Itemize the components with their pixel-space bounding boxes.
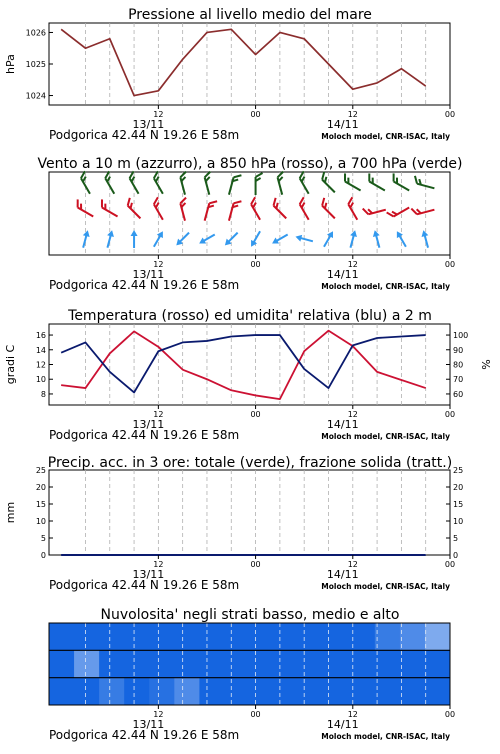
wind-barb: [131, 230, 138, 248]
time-tick-label: 12: [153, 710, 164, 719]
wind-arrowhead: [197, 237, 206, 246]
panel-title: Temperatura (rosso) ed umidita' relativa (blu) a 2 m: [68, 308, 432, 324]
wind-barb-flag: [256, 173, 263, 177]
date-label: 13/11: [132, 718, 165, 731]
pressure-axis-tick-label: 1025: [25, 60, 46, 69]
model-credit: Moloch model, CNR-ISAC, Italy: [321, 582, 450, 591]
humidity-axis-tick-label: 90: [453, 345, 464, 355]
precip-axis-tick-label: 10: [35, 517, 46, 526]
wind-barb: [411, 203, 434, 215]
time-tick-label: 12: [153, 410, 164, 419]
time-tick-label: 12: [347, 710, 358, 719]
wind-barb: [103, 171, 120, 194]
date-label: 13/11: [132, 268, 165, 281]
wind-barb-flag: [413, 176, 419, 184]
wind-arrowhead: [420, 229, 428, 237]
humidity-axis-tick-label: 80: [453, 360, 464, 370]
temperature-ylabel: gradi C: [4, 344, 17, 385]
humidity-ylabel: %: [480, 359, 493, 370]
location-label: Podgorica 42.44 N 19.26 E 58m: [49, 578, 240, 592]
date-label: 14/11: [326, 568, 359, 581]
cloud-cell: [174, 678, 199, 705]
wind-shaft: [205, 203, 210, 220]
cloud-cell: [400, 623, 425, 650]
wind-barb-flag: [234, 173, 242, 179]
wind-barb: [229, 173, 241, 196]
wind-barb: [152, 171, 169, 194]
pressure-line: [61, 29, 426, 95]
model-credit: Moloch model, CNR-ISAC, Italy: [321, 282, 450, 291]
wind-barb-flag: [179, 198, 187, 204]
temperature-axis-tick-label: 10: [35, 375, 46, 385]
panel-title: Precip. acc. in 3 ore: totale (verde), frazione solida (tratt.): [47, 455, 453, 471]
time-tick-label: 12: [347, 260, 358, 269]
time-tick-label: 00: [250, 260, 261, 269]
location-label: Podgorica 42.44 N 19.26 E 58m: [49, 428, 240, 442]
temperature-axis-tick-label: 14: [35, 345, 46, 355]
time-tick-label: 12: [347, 110, 358, 119]
wind-arrowhead: [295, 233, 303, 241]
wind-barb: [298, 197, 315, 220]
wind-barb: [298, 171, 315, 194]
time-tick-label: 12: [347, 410, 358, 419]
cloud-cell: [375, 623, 400, 650]
panel-title: Pressione al livello medio del mare: [128, 7, 372, 23]
wind-barb-flag: [411, 208, 417, 216]
time-tick-label: 00: [250, 710, 261, 719]
precip-ylabel: mm: [4, 501, 17, 524]
precip-axis-right-tick-label: 15: [453, 500, 464, 509]
wind-barb: [363, 203, 386, 215]
time-tick-label: 00: [444, 110, 456, 119]
wind-barb-flag: [363, 208, 369, 216]
precip-axis-tick-label: 0: [40, 551, 46, 560]
time-tick-label: 00: [444, 410, 456, 419]
precip-axis-tick-label: 15: [35, 500, 46, 509]
cloud-cell: [425, 623, 450, 650]
date-label: 14/11: [326, 418, 359, 431]
temperature-axis-tick-label: 12: [35, 360, 46, 370]
time-tick-label: 12: [153, 560, 164, 569]
model-credit: Moloch model, CNR-ISAC, Italy: [321, 132, 450, 141]
time-tick-label: 00: [250, 410, 261, 419]
wind-barb: [205, 199, 217, 222]
date-label: 13/11: [132, 418, 165, 431]
cloud-cell: [99, 678, 124, 705]
precip-axis-right-tick-label: 0: [453, 551, 459, 560]
wind-barb: [204, 172, 216, 195]
location-label: Podgorica 42.44 N 19.26 E 58m: [49, 728, 240, 742]
humidity-axis-tick-label: 100: [453, 331, 469, 341]
precip-axis-tick-label: 25: [35, 466, 46, 475]
wind-barb-flag: [209, 199, 217, 205]
date-label: 14/11: [326, 118, 359, 131]
precip-axis-right-tick-label: 5: [453, 534, 459, 543]
date-label: 14/11: [326, 268, 359, 281]
wind-barb: [387, 201, 410, 218]
wind-barb: [277, 172, 289, 195]
precip-axis-tick-label: 20: [35, 483, 46, 492]
wind-arrowhead: [131, 230, 138, 236]
pressure-axis-tick-label: 1024: [25, 91, 46, 101]
panel-title: Nuvolosita' negli strati basso, medio e alto: [100, 607, 400, 623]
humidity-line: [61, 335, 426, 392]
time-tick-label: 00: [250, 560, 261, 569]
wind-barb: [79, 171, 96, 194]
wind-barb: [179, 198, 191, 221]
time-tick-label: 00: [444, 710, 456, 719]
temperature-axis-tick-label: 8: [40, 389, 46, 399]
cloud-cell: [74, 650, 99, 677]
wind-shaft: [229, 203, 234, 220]
precip-axis-right-tick-label: 20: [453, 483, 464, 492]
wind-barb: [152, 197, 169, 220]
wind-arrowhead: [270, 237, 279, 246]
precip-axis-tick-label: 5: [40, 534, 46, 543]
precip-axis-right-tick-label: 10: [453, 517, 464, 526]
pressure-axis-tick-label: 1026: [25, 28, 46, 38]
temperature-axis-tick-label: 16: [35, 331, 46, 341]
wind-barb: [229, 199, 241, 222]
location-label: Podgorica 42.44 N 19.26 E 58m: [49, 278, 240, 292]
humidity-axis-tick-label: 60: [453, 389, 464, 399]
wind-arrowhead: [371, 229, 379, 237]
time-tick-label: 00: [444, 560, 456, 569]
location-label: Podgorica 42.44 N 19.26 E 58m: [49, 128, 240, 142]
cloud-cell: [149, 678, 174, 705]
temperature-line: [61, 331, 426, 399]
wind-barb: [249, 197, 266, 220]
date-label: 13/11: [132, 568, 165, 581]
time-tick-label: 12: [153, 260, 164, 269]
precip-axis-right-tick-label: 25: [453, 466, 464, 475]
wind-barb-flag: [234, 199, 242, 205]
wind-barb: [179, 172, 191, 195]
wind-arrowhead: [83, 229, 91, 237]
wind-barb: [319, 198, 340, 219]
humidity-axis-tick-label: 70: [453, 375, 464, 385]
time-tick-label: 00: [444, 260, 456, 269]
panel-frame: [49, 23, 450, 105]
time-tick-label: 12: [347, 560, 358, 569]
wind-arrowhead: [350, 229, 358, 237]
wind-barb: [346, 197, 363, 220]
wind-barb: [256, 173, 263, 195]
date-label: 14/11: [326, 718, 359, 731]
panel-title: Vento a 10 m (azzurro), a 850 hPa (rosso), a 700 hPa (verde): [37, 156, 463, 172]
model-credit: Moloch model, CNR-ISAC, Italy: [321, 732, 450, 741]
wind-barb: [271, 198, 292, 219]
wind-barb: [128, 171, 145, 194]
date-label: 13/11: [132, 118, 165, 131]
wind-barb: [319, 172, 340, 193]
wind-arrowhead: [107, 229, 115, 237]
wind-barb: [413, 176, 436, 188]
model-credit: Moloch model, CNR-ISAC, Italy: [321, 432, 450, 441]
pressure-ylabel: hPa: [4, 54, 17, 74]
panel-frame: [49, 470, 450, 555]
wind-barb: [125, 198, 146, 219]
time-tick-label: 12: [153, 110, 164, 119]
time-tick-label: 00: [250, 110, 261, 119]
